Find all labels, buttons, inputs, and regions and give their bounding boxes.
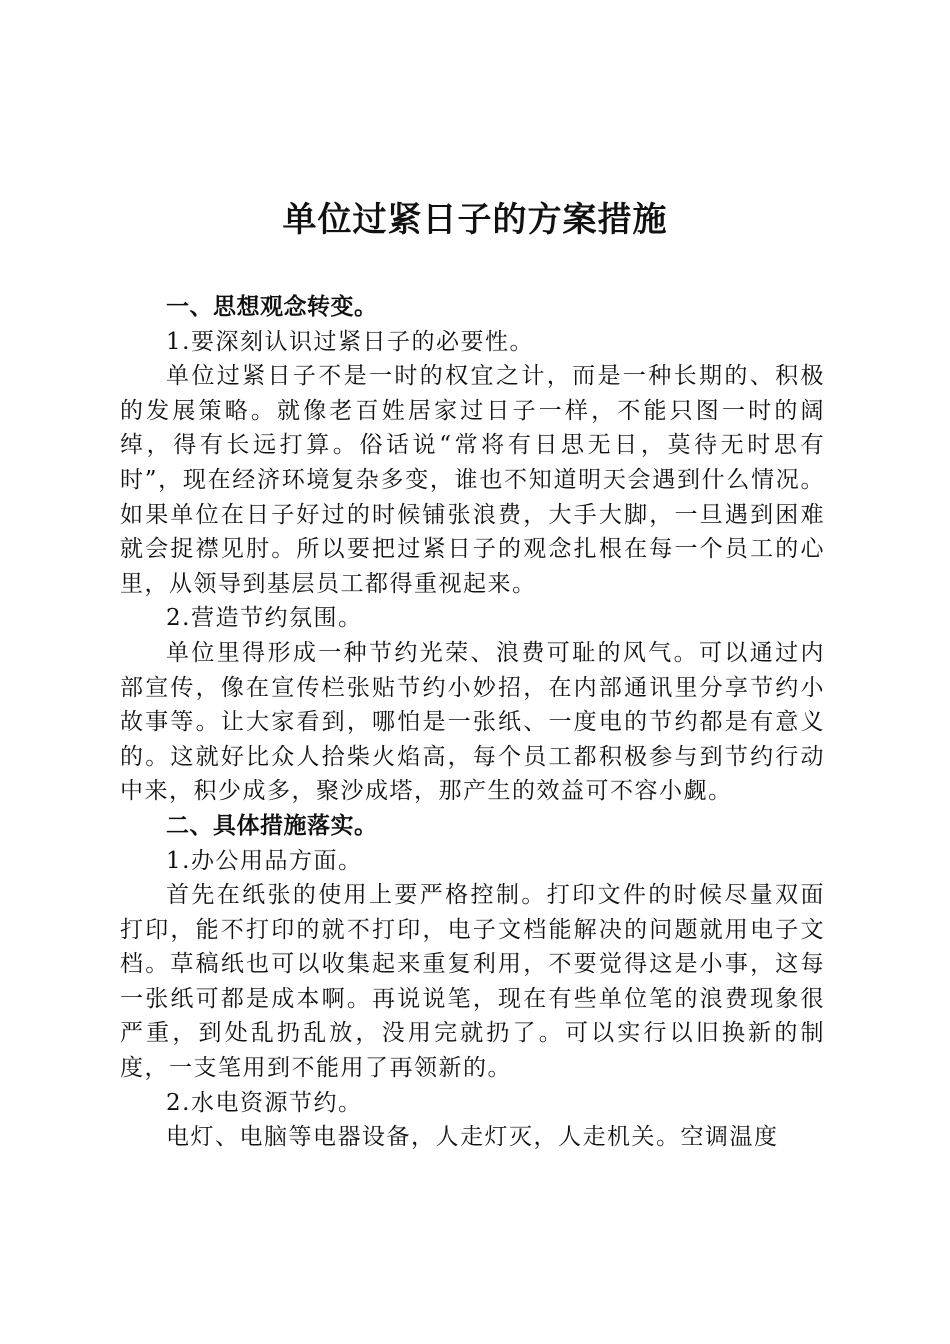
document-body bbox=[120, 290, 825, 1155]
paragraph-2-1: 首先在纸张的使用上要严格控制。打印文件的时候尽量双面打印，能不打印的就不打印，电子文档能解决的问题就用电子文档。草稿纸也可以收集起来重复利用，不要觉得这是小事，这每一张纸可都是成本啊。再说说笔，现在有些单位笔的浪费现象很严重，到处乱扔乱放，没用完就扔了。可以实行以旧换新的制度，一支笔用到不能用了再领新的。 bbox=[120, 882, 825, 1082]
section-heading-1: 一、思想观念转变。 bbox=[166, 294, 378, 320]
paragraph-1-2: 单位里得形成一种节约光荣、浪费可耻的风气。可以通过内部宣传，像在宣传栏张贴节约小妙招，在内部通讯里分享节约小故事等。让大家看到，哪怕是一张纸、一度电的节约都是有意义的。这就好比众人拾柴火焰高，每个员工都积极参与到节约行动中来，积少成多，聚沙成塔，那产生的效益可不容小觑。 bbox=[120, 639, 825, 805]
subheading-2-2: 2.水电资源节约。 bbox=[166, 1089, 363, 1116]
paragraph-1-1: 单位过紧日子不是一时的权宜之计，而是一种长期的、积极的发展策略。就像老百姓居家过日子一样，不能只图一时的阔绰，得有长远打算。俗话说“常将有日思无日，莫待无时思有时”，现在经济环境复杂多变，谁也不知道明天会遇到什么情况。如果单位在日子好过的时候铺张浪费，大手大脚，一旦遇到困难就会捉襟见肘。所以要把过紧日子的观念扎根在每一个员工的心里，从领导到基层员工都得重视起来。 bbox=[120, 363, 825, 597]
subheading-1-2: 2.营造节约氛围。 bbox=[166, 605, 363, 632]
subheading-2-1: 1.办公用品方面。 bbox=[166, 847, 363, 874]
document-title: 单位过紧日子的方案措施 bbox=[282, 200, 668, 240]
subheading-1-1: 1.要深刻认识过紧日子的必要性。 bbox=[166, 328, 534, 355]
paragraph-2-2: 电灯、电脑等电器设备，人走灯灭，人走机关。空调温度 bbox=[166, 1124, 779, 1151]
section-heading-2: 二、具体措施落实。 bbox=[166, 812, 378, 839]
